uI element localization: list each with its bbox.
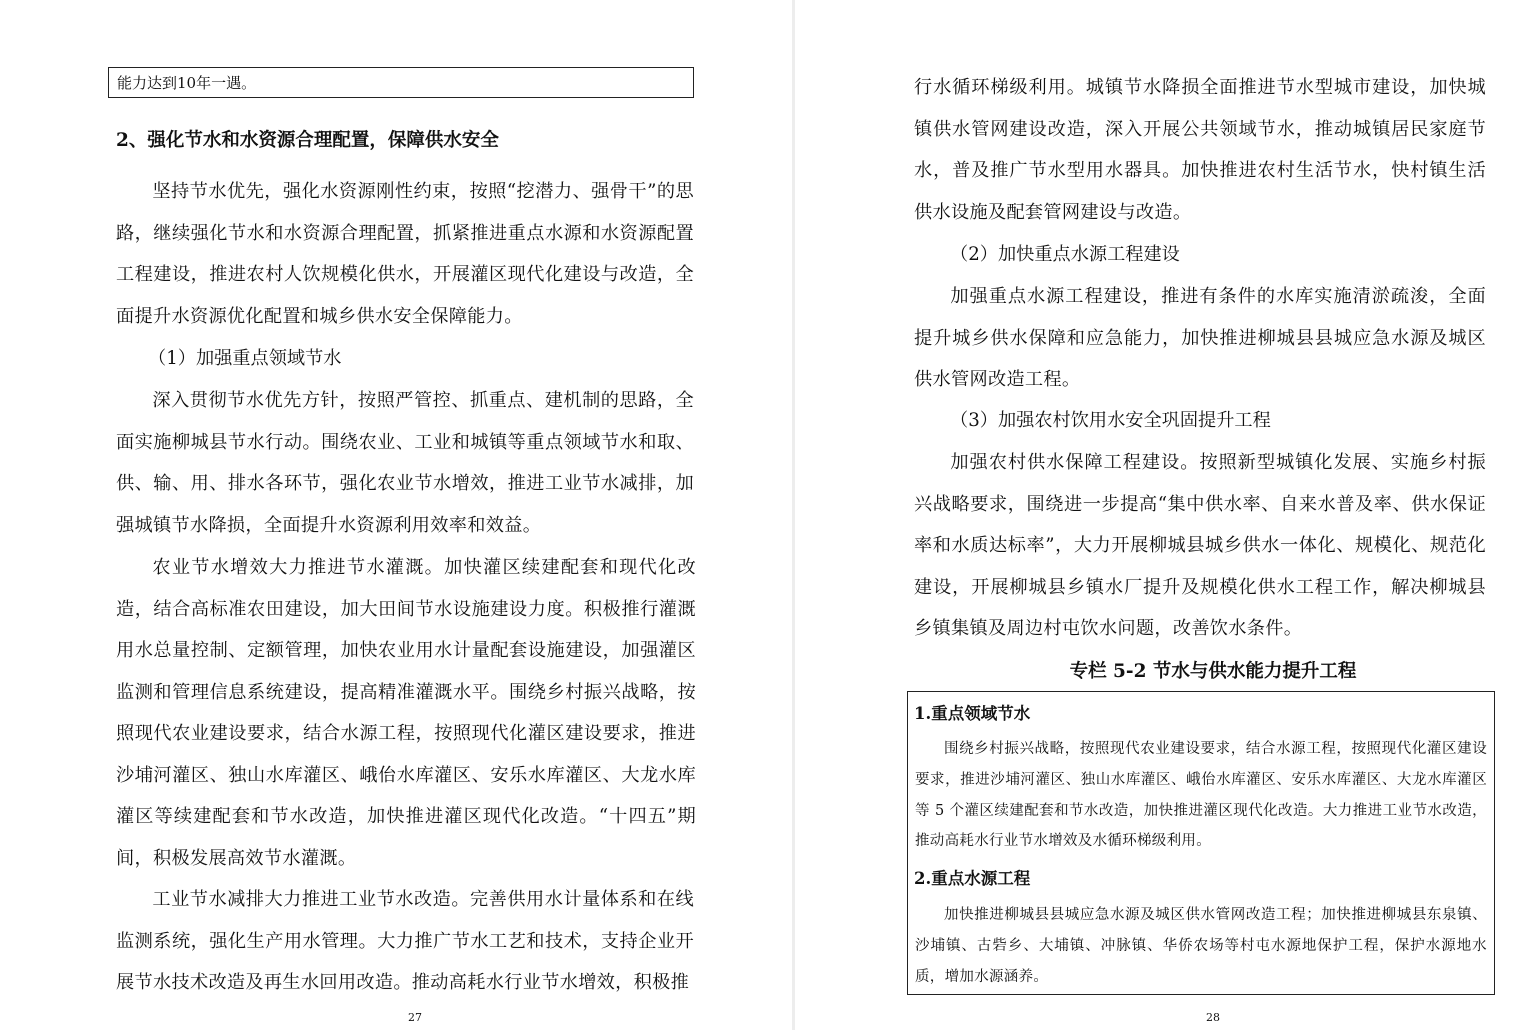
paragraph-continued: 行水循环梯级利用。城镇节水降损全面推进节水型城市建设，加快城镇供水管网建设改造，深入开展公共领域节水，推动城镇居民家庭节水，普及推广节水型用水器具。加快推进农村生活节水，快村镇生活供水设施及配套管网建设与改造。	[914, 77, 1486, 223]
right-page	[796, 0, 1526, 1030]
intro-paragraph: 坚持节水优先，强化水资源刚性约束，按照“挖潜力、强骨干”的思路，继续强化节水和水资源合理配置，抓紧推进重点水源和水资源配置工程建设，推进农村人饮规模化供水，开展灌区现代化建设与改造，全面提升水资源优化配置和城乡供水安全保障能力。	[116, 181, 694, 327]
column-paragraph-1: 围绕乡村振兴战略，按照现代农业建设要求，结合水源工程，按照现代化灌区建设要求，推进沙埔河灌区、独山水库灌区、峨佁水库灌区、安乐水库灌区、大龙水库灌区等 5 个灌区续建配套和节水改造，加快推进灌区现代化改造。大力推进工业节水改造，推动高耗水行业节水增效及水循环梯级利用。	[915, 741, 1487, 850]
page-number: 27	[408, 1011, 422, 1024]
column-heading-2: 2.重点水源工程	[914, 869, 1031, 888]
continuation-box-text: 能力达到10年一遇。	[117, 74, 257, 92]
paragraph-agriculture: 农业节水增效大力推进节水灌溉。加快灌区续建配套和现代化改造，结合高标准农田建设，加大田间节水设施建设力度。积极推行灌溉用水总量控制、定额管理，加快农业用水计量配套设施建设，加强灌区监测和管理信息系统建设，提高精准灌溉水平。围绕乡村振兴战略，按照现代农业建设要求，结合水源工程，按照现代化灌区建设要求，推进沙埔河灌区、独山水库灌区、峨佁水库灌区、安乐水库灌区、大龙水库灌区等续建配套和节水改造，加快推进灌区现代化改造。“十四五”期间，积极发展高效节水灌溉。	[116, 557, 696, 869]
subsection-title-1: （1）加强重点领域节水	[148, 348, 342, 369]
paragraph-water-source: 加强重点水源工程建设，推进有条件的水库实施清淤疏浚，全面提升城乡供水保障和应急能力，加快推进柳城县县城应急水源及城区供水管网改造工程。	[914, 286, 1486, 390]
column-title: 专栏 5-2 节水与供水能力提升工程	[1069, 661, 1357, 682]
subsection-title-2: （2）加快重点水源工程建设	[950, 244, 1180, 265]
continuation-box	[108, 67, 694, 98]
page-number: 28	[1206, 1011, 1220, 1024]
paragraph-key-areas: 深入贯彻节水优先方针，按照严管控、抓重点、建机制的思路，全面实施柳城县节水行动。围绕农业、工业和城镇等重点领域节水和取、供、输、用、排水各环节，强化农业节水增效，推进工业节水减排，加强城镇节水降损，全面提升水资源利用效率和效益。	[116, 390, 694, 536]
column-box	[907, 691, 1495, 995]
paragraph-rural-water: 加强农村供水保障工程建设。按照新型城镇化发展、实施乡村振兴战略要求，围绕进一步提高“集中供水率、自来水普及率、供水保证率和水质达标率”，大力开展柳城县城乡供水一体化、规模化、规范化建设，开展柳城县乡镇水厂提升及规模化供水工程工作，解决柳城县乡镇集镇及周边村屯饮水问题，改善饮水条件。	[914, 452, 1486, 639]
subsection-title-3: （3）加强农村饮用水安全巩固提升工程	[950, 410, 1271, 431]
paragraph-industry: 工业节水减排大力推进工业节水改造。完善供用水计量体系和在线监测系统，强化生产用水管理。大力推广节水工艺和技术，支持企业开展节水技术改造及再生水回用改造。推动高耗水行业节水增效，积极推	[116, 889, 694, 993]
column-heading-1: 1.重点领域节水	[914, 704, 1031, 723]
column-paragraph-2: 加快推进柳城县县城应急水源及城区供水管网改造工程；加快推进柳城县东泉镇、沙埔镇、古砦乡、大埔镇、冲脉镇、华侨农场等村屯水源地保护工程，保护水源地水质，增加水源涵养。	[915, 907, 1487, 985]
section-heading: 2、强化节水和水资源合理配置，保障供水安全	[116, 130, 499, 151]
page-gutter	[792, 0, 795, 1030]
